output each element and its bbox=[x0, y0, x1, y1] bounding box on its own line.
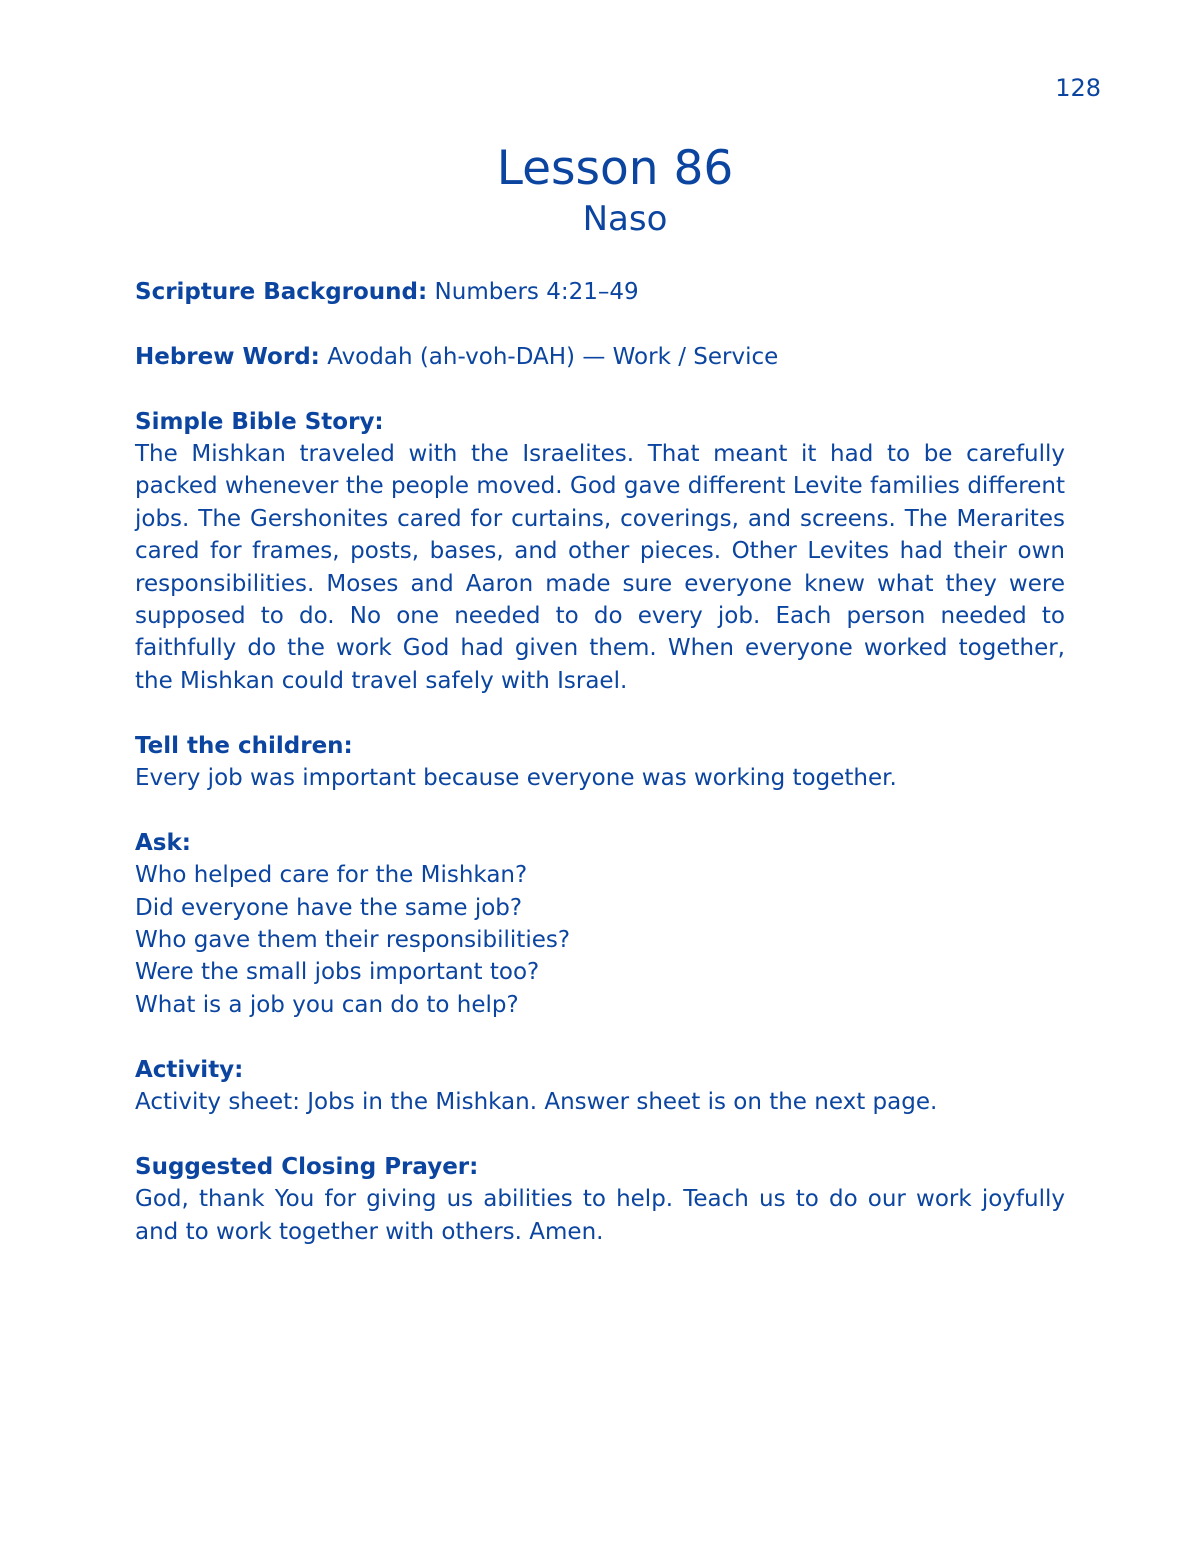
tell-children-text: Every job was important because everyone was working together. bbox=[135, 765, 897, 792]
hebrew-word-label: Hebrew Word: bbox=[135, 343, 320, 370]
ask-question: What is a job you can do to help? bbox=[135, 991, 519, 1018]
ask-question: Did everyone have the same job? bbox=[135, 894, 523, 921]
ask-question: Were the small jobs important too? bbox=[135, 959, 540, 986]
bible-story-text: The Mishkan traveled with the Israelites. That meant it had to be carefully packed whenever the people moved. God gave different Levite families different jobs. The Gershonites cared for curtains, coverings, and screens. The Merarites cared for frames, posts, bases, and other pieces. Other Levites had their own responsibilities. Moses and Aaron made sure everyone knew what they were supposed to do. No one needed to do every job. Each person needed to faithfully do the work God had given them. When everyone worked together, the Mishkan could travel safely with Israel. bbox=[135, 441, 1065, 694]
hebrew-word-value: Avodah (ah-voh-DAH) — Work / Service bbox=[327, 343, 779, 370]
scripture-background bbox=[135, 276, 1065, 308]
hebrew-word bbox=[135, 341, 1065, 373]
page-number: 128 bbox=[1055, 74, 1101, 102]
tell-children-section bbox=[135, 730, 1065, 795]
closing-prayer-label: Suggested Closing Prayer: bbox=[135, 1153, 479, 1180]
scripture-label: Scripture Background: bbox=[135, 279, 428, 305]
lesson-content bbox=[135, 276, 1065, 1280]
closing-prayer-section bbox=[135, 1151, 1065, 1248]
lesson-title: Lesson 86 bbox=[496, 141, 734, 196]
ask-question: Who helped care for the Mishkan? bbox=[135, 862, 528, 889]
activity-text: Activity sheet: Jobs in the Mishkan. Answer sheet is on the next page. bbox=[135, 1089, 938, 1116]
lesson-subtitle: Naso bbox=[582, 199, 668, 239]
scripture-value: Numbers 4:21–49 bbox=[434, 279, 639, 305]
bible-story-label: Simple Bible Story: bbox=[135, 408, 384, 435]
tell-children-label: Tell the children: bbox=[135, 732, 353, 759]
ask-section bbox=[135, 827, 1065, 1021]
activity-label: Activity: bbox=[135, 1056, 244, 1083]
closing-prayer-text: God, thank You for giving us abilities to help. Teach us to do our work joyfully and to work together with others. Amen. bbox=[135, 1186, 1065, 1245]
ask-label: Ask: bbox=[135, 829, 191, 856]
ask-question: Who gave them their responsibilities? bbox=[135, 927, 571, 954]
activity-section bbox=[135, 1054, 1065, 1119]
bible-story-section bbox=[135, 406, 1065, 698]
